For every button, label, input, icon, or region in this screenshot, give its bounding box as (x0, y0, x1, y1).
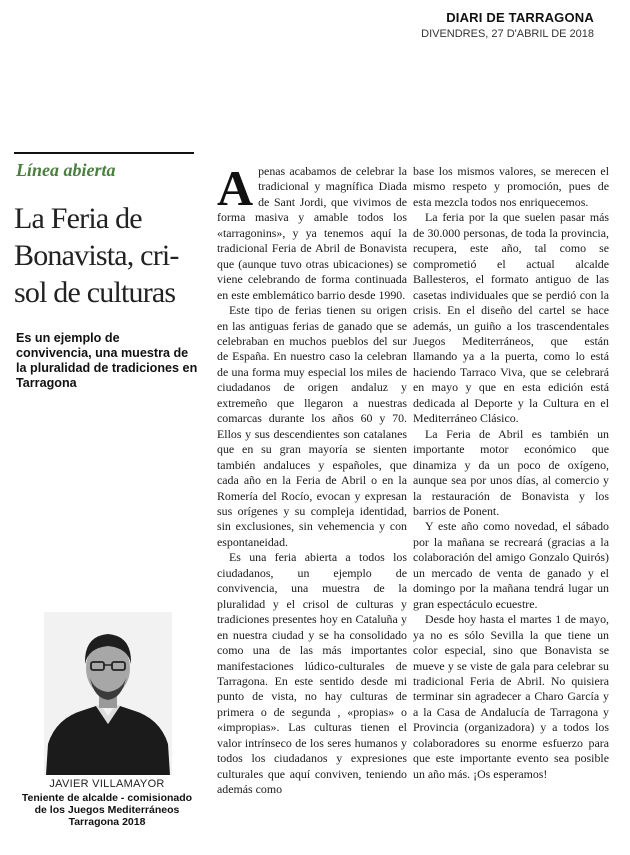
paragraph: Y este año como novedad, el sábado por la mañana se recreará (gracias a la colaboración del amigo Gonzalo Quirós) un mercado de venta de ganado y el domingo por la mañana tendrá lugar un gran espectáculo ecuestre. (413, 519, 609, 611)
paragraph: Desde hoy hasta el martes 1 de mayo, ya no es sólo Sevilla la que tiene un color especial, sino que Bonavista se mueve y se viste de gala para celebrar su tradicional Feria de Abril. No quisiera terminar sin agradecer a Charo García y a la Casa de Andalucía de Tarragona y Provincia (organizadora) y a todos los colaboradores su enorme esfuerzo para que este importante evento sea posible un año más. ¡Os esperamos! (413, 612, 609, 781)
paragraph: La feria por la que suelen pasar más de 30.000 personas, de toda la provincia, recupera, este año, tal como se comprometió el actual alcalde Ballesteros, el formato antiguo de las casetas individuales que se perdió con la crisis. En el diseño del cartel se hace además, un guiño a los trascendentales Juegos Mediterráneos, que están llamando ya a la puerta, como lo está haciendo Tarraco Viva, que se celebrará en mayo y que en esta edición está dedicada al Deporte y la Cultura en el Mediterráneo Clásico. (413, 210, 609, 426)
paragraph: La Feria de Abril es también un importante motor económico que dinamiza y da un poco de oxígeno, aunque sea por unos días, al comercio y la restauración de Bonavista y los barrios de Ponent. (413, 426, 609, 518)
author-byline (16, 778, 198, 828)
article-headline: La Feria de Bonavista, cri-sol de culturas (14, 202, 179, 309)
paragraph: Este tipo de ferias tienen su origen en las antiguas ferias de ganado que se celebraban en muchos pueblos del sur de España. En nuestro caso la celebran de una forma muy especial los miles de ciudadanos de origen andaluz y extremeño que llegaron a nuestras comarcas durante los años 60 y 70. Ellos y sus descendientes son catalanes que en su gran mayoría se sienten también andaluces y españoles, que cada año en la Feria de Abril o en la Romería del Rocío, evocan y expresan sus orígenes y su compleja identidad, sin exclusiones, sin vehemencia y con espontaneidad. (217, 303, 407, 549)
section-label: Línea abierta (16, 160, 116, 180)
author-portrait-icon (44, 612, 172, 775)
article-column-1 (217, 160, 407, 798)
publication-name: DIARI DE TARRAGONA (446, 10, 594, 25)
publication-date: DIVENDRES, 27 D'ABRIL DE 2018 (421, 28, 594, 40)
author-name: JAVIER VILLAMAYOR (49, 778, 165, 790)
masthead (421, 10, 594, 40)
paragraph: base los mismos valores, se merecen el mismo respeto y promoción, pues de esta mezcla todos nos enriquecemos. (413, 164, 609, 209)
paragraph: Apenas acabamos de celebrar la tradicional y magnífica Diada de Sant Jordi, que vivimos de forma masiva y amable todos los «tarragonins», y ya tenemos aquí la tradicional Feria de Abril de Bonavista que (aunque tuvo otras ubicaciones) se viene celebrando de forma continuada en este emblemático barrio desde 1990. (217, 160, 407, 302)
author-photo (44, 612, 172, 775)
section-rule (14, 152, 194, 154)
author-role: Teniente de alcalde - comisionado de los Juegos Mediterráneos Tarragona 2018 (21, 792, 193, 828)
article-column-2 (413, 164, 609, 782)
paragraph: Es una feria abierta a todos los ciudadanos, un ejemplo de convivencia, una muestra de la pluralidad y el crisol de culturas y tradiciones presentes hoy en Cataluña y en nuestra ciudad y se ha consolidado como una de las más importantes manifestaciones lúdico-culturales de Tarragona. En este sentido desde mi punto de vista, no hay culturas de primera o de segunda , «propias» o «impropias». Las culturas tienen el valor intrínseco de los seres humanos y todos los ciudadanos y expresiones culturales que aquí conviven, teniendo además como (217, 550, 407, 797)
article-deck: Es un ejemplo de convivencia, una muestra de la pluralidad de tradiciones en Tarragona (16, 331, 198, 390)
drop-cap: A (217, 160, 254, 216)
